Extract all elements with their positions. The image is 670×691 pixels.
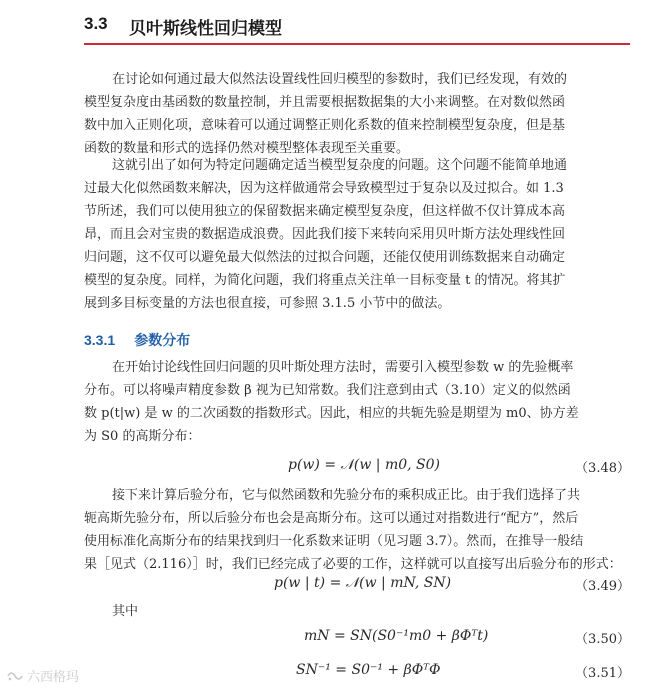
paragraph-intro	[84, 68, 630, 160]
equation-label: （3.48）	[575, 461, 630, 476]
paragraph-line: 数中加入正则化项，意味着可以通过调整正则化系数的值来控制模型复杂度，但是基	[84, 118, 566, 133]
equation-3-51	[84, 660, 630, 686]
equation-body: p(w | t) = 𝒩(w | mN, SN)	[274, 575, 452, 591]
paragraph-line: 节所述，我们可以使用独立的保留数据来确定模型复杂度，但这样做不仅计算成本高	[84, 204, 566, 219]
paragraph-line: 为 S0 的高斯分布：	[84, 429, 201, 444]
paragraph-line: 接下来计算后验分布，它与似然函数和先验分布的乘积成正比。由于我们选择了共	[112, 488, 581, 503]
paragraph-line: 使用标准化高斯分布的结果找到归一化系数来证明（见习题 3.7）。然而，在推导一般结	[84, 534, 584, 549]
paragraph-line: 展到多目标变量的方法也很直接，可参照 3.1.5 小节中的做法。	[84, 296, 451, 311]
watermark-logo-icon	[6, 669, 24, 683]
paragraph-posterior	[84, 484, 630, 576]
paragraph-line: 在讨论如何通过最大似然法设置线性回归模型的参数时，我们已经发现，有效的	[112, 72, 568, 87]
equation-3-50	[84, 626, 630, 652]
paragraph-line: 轭高斯先验分布，所以后验分布也会是高斯分布。这可以通过对指数进行“配方”，然后	[84, 511, 579, 526]
section-number: 3.3	[84, 14, 108, 33]
paragraph-line: 数 p(t|w) 是 w 的二次函数的指数形式。因此，相应的共轭先验是期望为 m0、协方差	[84, 406, 579, 421]
paragraph-line: 归问题，这不仅可以避免最大似然法的过拟合问题，还能仅使用训练数据来自动确定	[84, 250, 566, 265]
equation-3-48	[84, 455, 630, 481]
equation-body: SN⁻¹ = S0⁻¹ + βΦᵀΦ	[296, 662, 441, 678]
subsection-title: 参数分布	[134, 333, 191, 349]
subsection-number: 3.3.1	[84, 332, 116, 348]
section-title: 贝叶斯线性回归模型	[129, 19, 282, 39]
paragraph-line: 在开始讨论线性回归问题的贝叶斯处理方法时，需要引入模型参数 w 的先验概率	[112, 360, 574, 375]
where-word: 其中	[112, 604, 139, 619]
equation-label: （3.50）	[575, 632, 630, 647]
paragraph-line: 函数的数量和形式的选择仍然对模型整体表现至关重要。	[84, 141, 410, 156]
equation-3-49	[84, 573, 630, 599]
paragraph-line: 昂，而且会对宝贵的数据造成浪费。因此我们接下来转向采用贝叶斯方法处理线性回	[84, 227, 566, 242]
paragraph-complexity	[84, 154, 630, 315]
equation-body: mN = SN(S0⁻¹m0 + βΦᵀt)	[304, 628, 489, 644]
equation-label: （3.49）	[575, 579, 630, 594]
subsection-heading	[84, 330, 190, 352]
paragraph-line: 过最大化似然函数来解决，因为这样做通常会导致模型过于复杂以及过拟合。如 1.3	[84, 181, 564, 196]
paragraph-line: 这就引出了如何为特定问题确定适当模型复杂度的问题。这个问题不能简单地通	[112, 158, 568, 173]
watermark	[6, 666, 79, 685]
paragraph-line: 果［见式（2.116）］时，我们已经完成了必要的工作，这样就可以直接写出后验分布的形式：	[84, 557, 622, 572]
equation-label: （3.51）	[575, 666, 630, 681]
paragraph-line: 分布。可以将噪声精度参数 β 视为已知常数。我们注意到由式（3.10）定义的似然函	[84, 383, 571, 398]
paragraph-line: 模型的复杂度。同样，为简化问题，我们将重点关注单一目标变量 t 的情况。将其扩	[84, 273, 566, 288]
header-rule	[84, 43, 630, 45]
paragraph-line: 模型复杂度由基函数的数量控制，并且需要根据数据集的大小来调整。在对数似然函	[84, 95, 566, 110]
paragraph-prior	[84, 356, 630, 448]
equation-body: p(w) = 𝒩(w | m0, S0)	[288, 457, 441, 473]
watermark-text: 六西格玛	[27, 670, 80, 685]
section-header	[84, 12, 630, 42]
